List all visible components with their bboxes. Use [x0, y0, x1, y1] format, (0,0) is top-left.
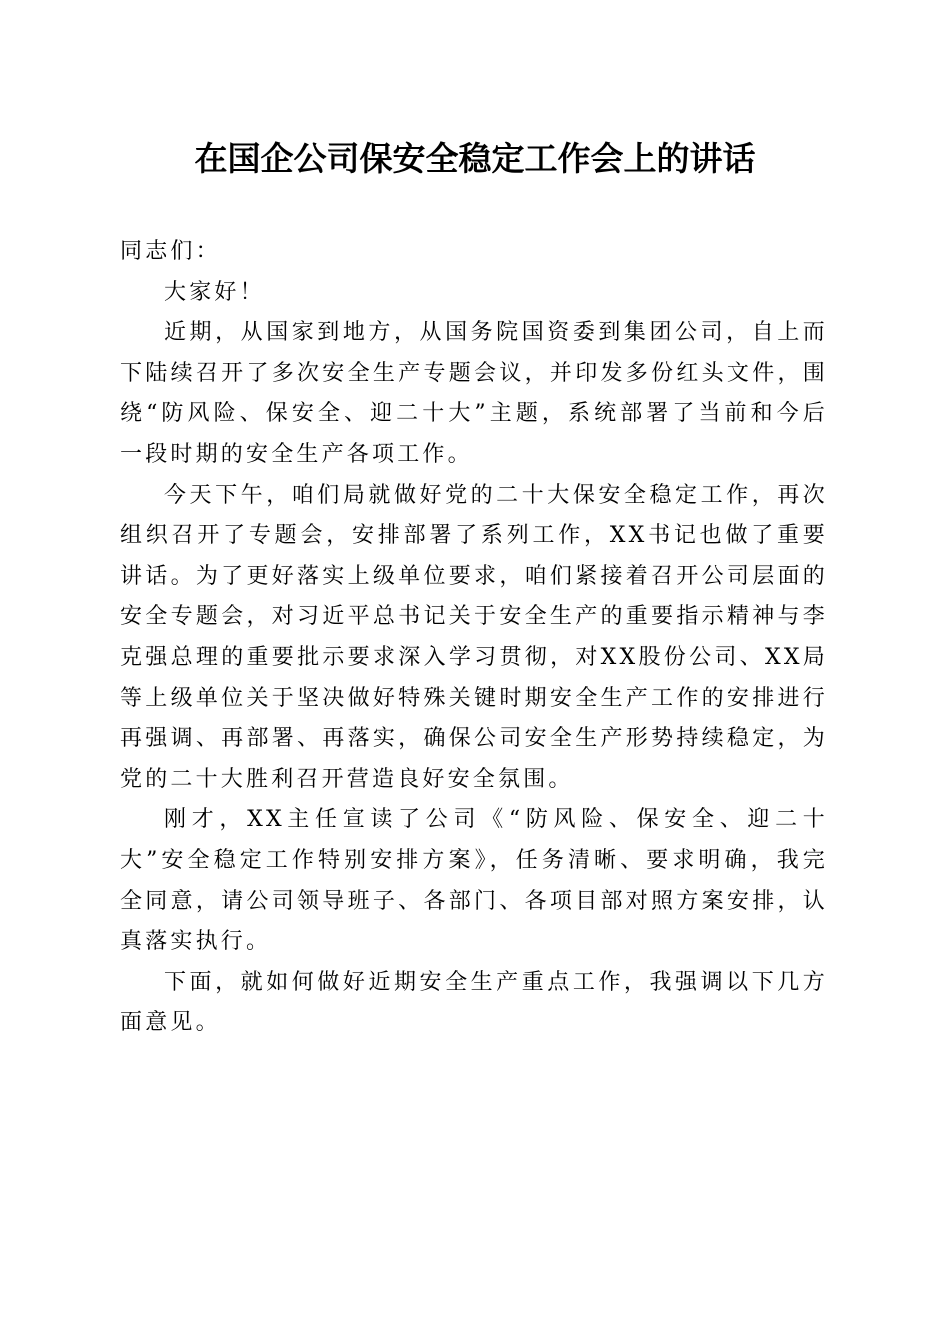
paragraph-meeting: 今天下午，咱们局就做好党的二十大保安全稳定工作，再次组织召开了专题会，安排部署了系列工作，XX书记也做了重要讲话。为了更好落实上级单位要求，咱们紧接着召开公司层面的安全专题会，对习近平总书记关于安全生产的重要指示精神与李克强总理的重要批示要求深入学习贯彻，对XX股份公司、XX局等上级单位关于坚决做好特殊关键时期安全生产工作的安排进行再强调、再部署、再落实，确保公司安全生产形势持续稳定，为党的二十大胜利召开营造良好安全氛围。	[120, 482, 828, 792]
paragraph-greeting: 大家好！	[164, 279, 265, 305]
paragraph-background: 近期，从国家到地方，从国务院国资委到集团公司，自上而下陆续召开了多次安全生产专题会议，并印发多份红头文件，围绕“防风险、保安全、迎二十大”主题，系统部署了当前和今后一段时期的安全生产各项工作。	[120, 320, 828, 467]
salutation: 同志们：	[120, 239, 221, 264]
paragraph-plan: 刚才，XX主任宣读了公司《“防风险、保安全、迎二十大”安全稳定工作特别安排方案》，任务清晰、要求明确，我完全同意，请公司领导班子、各部门、各项目部对照方案安排，认真落实执行。	[120, 807, 828, 955]
document-body	[120, 232, 828, 1044]
paragraph-transition: 下面，就如何做好近期安全生产重点工作，我强调以下几方面意见。	[120, 969, 828, 1036]
document-title: 在国企公司保安全稳定工作会上的讲话	[194, 139, 756, 178]
